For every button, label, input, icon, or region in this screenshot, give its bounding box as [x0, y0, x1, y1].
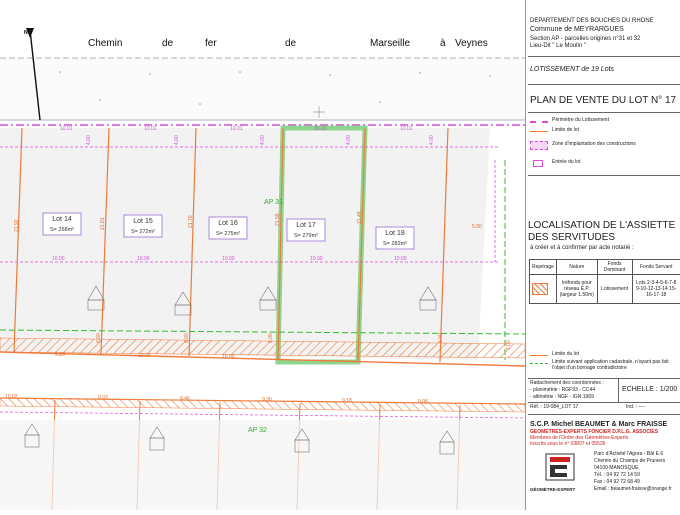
legend-perimeter: Périmètre du Lotissement: [552, 118, 609, 124]
legend-limit: Limite du lot: [552, 352, 579, 358]
firm-line2: Membres de l'Ordre des Géomètres-Experts: [530, 436, 628, 442]
dim-setback-4: 4.00: [86, 135, 92, 145]
dim-top-width: 10.01: [400, 126, 413, 132]
tel: Tél. : 04 92 72 14 59: [594, 473, 640, 479]
dim-top-width: 10.01: [144, 126, 157, 132]
legend-zone: Zone d'implantation des constructions: [552, 142, 636, 148]
legend-cadastral: Limite suivant application cadastrale, n'ayant pas fait l'objet d'un bornage contradictoire: [552, 360, 680, 371]
table-header-row: [530, 260, 680, 275]
dim-top-width: 10.01: [314, 126, 327, 132]
dim-setback-6: 6.00: [438, 333, 444, 343]
dim-front-width: 9.86: [55, 352, 65, 358]
coords-line2: - planimétrie : RGF93 - CC44: [530, 388, 595, 394]
dim-bottom-width: 10.02: [5, 394, 18, 400]
dim-setback-10: 10.00: [310, 256, 323, 262]
servitude-title-1: LOCALISATION DE L'ASSIETTE: [528, 220, 675, 231]
lot-area: S= 275m²: [216, 231, 240, 237]
lieu-dit: Lieu-Dit " Le Moulin ": [530, 43, 586, 50]
dim-depth: 21.70: [188, 215, 194, 228]
dim-setback-10: 10.00: [394, 256, 407, 262]
servitude-title-2: DES SERVITUDES: [528, 232, 615, 243]
dim-bottom-width: 9.93: [98, 395, 108, 401]
legend-entry: Entrée du lot: [552, 160, 580, 166]
lot-number: Lot 15: [133, 218, 153, 225]
dim-setback-4: 4.00: [346, 135, 352, 145]
coords-line3: - altimétrie : NGF - IGN 1969: [530, 395, 594, 401]
lot-area: S= 268m²: [50, 227, 74, 233]
dim-depth: 21.48: [357, 211, 363, 224]
firm-logo-icon: [540, 452, 580, 490]
railway-band: [0, 58, 525, 120]
road-word: fer: [205, 38, 217, 49]
fax: Fax : 04 92 72 68 49: [594, 480, 640, 486]
reference: Réf. : 19-084_LOT 17: [530, 405, 578, 411]
dim-top-width: 10.01: [60, 126, 73, 132]
plan-title: PLAN DE VENTE DU LOT N° 17: [530, 95, 676, 106]
cell-servant: Lots 2-3-4-5-6-7-8 9-10-12-13-14 15-16-17-18: [632, 275, 680, 304]
legend-lot-limit-sample: [530, 131, 548, 132]
road-word: Marseille: [370, 38, 410, 49]
lot-number: Lot 16: [218, 220, 238, 227]
dim-bottom-width: 9.30: [262, 397, 272, 403]
dim-setback-10: 10.00: [52, 256, 65, 262]
lot-number: Lot 17: [296, 222, 316, 229]
th-nature: Nature: [556, 260, 597, 275]
logo-text: GÉOMÈTRE-EXPERT: [530, 488, 575, 493]
address3: 04100 MANOSQUE: [594, 466, 638, 472]
dim-setback-6: 6.00: [268, 333, 274, 343]
parcel-label-ap31: AP 31: [264, 199, 283, 206]
dim-top-width: 10.01: [230, 126, 243, 132]
dim-bottom-width: 9.08: [418, 399, 428, 405]
commune: Commune de MEYRARGUES: [530, 26, 624, 34]
address2: Chemin du Champs de Pruniers: [594, 459, 665, 465]
road-label: [88, 38, 488, 49]
dim-setback-7: 7.00: [506, 340, 512, 350]
subdivision: LOTISSEMENT de 19 Lots: [530, 66, 614, 74]
section: Section AP - parcelles origines n°31 et 32: [530, 36, 640, 43]
lot-number: Lot 14: [52, 216, 72, 223]
dim-front-width: 10.00: [222, 354, 235, 360]
dim-setback-6: 6.00: [184, 333, 190, 343]
parcel-label-ap32: AP 32: [248, 427, 267, 434]
lot-area: S= 272m²: [131, 229, 155, 235]
dim-bottom-width: 9.18: [342, 398, 352, 404]
th-reperage: Repérage: [530, 260, 557, 275]
cell-dominant: Lotissement: [597, 275, 632, 304]
servitude-table: [529, 259, 680, 304]
road-word: de: [285, 38, 297, 49]
legend-lot-limit: Limite de lot: [552, 128, 579, 134]
table-row: [530, 275, 680, 304]
dim-setback-4: 4.00: [174, 135, 180, 145]
firm-line1: GEOMETRES-EXPERTS FONCIER D.P.L.G. ASSOCIES: [530, 430, 658, 436]
address1: Parc d'Activité l'Agora - Bât E.6: [594, 452, 663, 458]
road-word: Chemin: [88, 38, 122, 49]
cell-nature: tréfonds pour réseau E.P. (largeur 1.50m): [556, 275, 597, 304]
dim-setback-5: 5.00: [472, 224, 482, 230]
firm-line3: Inscrits sous le n° 03807 et 05536: [530, 442, 605, 448]
dim-setback-10: 10.00: [137, 256, 150, 262]
dim-setback-4: 4.00: [260, 135, 266, 145]
hatch-swatch: [532, 283, 548, 295]
dim-depth: 21.92: [14, 219, 20, 232]
lots-fill: [0, 128, 490, 360]
legend-perimeter-sample: [530, 121, 548, 123]
road-name: [88, 38, 488, 49]
dim-depth: 21.81: [100, 217, 106, 230]
dim-setback-4: 4.00: [429, 135, 435, 145]
lot-label-box: [209, 217, 247, 239]
legend-zone-sample: [530, 141, 548, 150]
th-servant: Fonds Servant: [632, 260, 680, 275]
th-dominant: Fonds Dominant: [597, 260, 632, 275]
legend-cadastral-sample: [530, 363, 548, 364]
lot-label-box: [43, 213, 81, 235]
indice: Ind. : ----: [626, 405, 645, 411]
north-letter: N: [24, 30, 28, 36]
road-word: Veynes: [455, 38, 488, 49]
legend-entry-icon: [533, 160, 543, 167]
lot-label-box: [287, 219, 325, 241]
lot-number: Lot 18: [385, 230, 405, 237]
dim-depth: 21.59: [275, 213, 281, 226]
title-block: [525, 0, 680, 510]
department: DEPARTEMENT DES BOUCHES DU RHONE: [530, 18, 654, 25]
cell-reperage: [530, 275, 557, 304]
dim-bottom-width: 9.46: [180, 396, 190, 402]
firm-name: S.C.P. Michel BEAUMET & Marc FRAISSE: [530, 421, 667, 429]
lot-area: S= 279m²: [294, 233, 318, 239]
coords-line1: Rattachement des coordonnées :: [530, 381, 604, 387]
lot-label-box: [376, 227, 414, 249]
dim-setback-10: 10.00: [222, 256, 235, 262]
servitude-subtitle: à créer et à confirmer par acte notarié :: [530, 245, 634, 252]
lot-label-box: [124, 215, 162, 237]
legend-limit-sample: [530, 355, 548, 356]
road-word: de: [162, 38, 174, 49]
scale: ECHELLE : 1/200: [622, 386, 677, 394]
dim-front-width: 10.00: [138, 353, 151, 359]
dim-setback-6: 6.00: [96, 333, 102, 343]
email: Email : beaumet-fraisse@orange.fr: [594, 487, 672, 493]
lot-area: S= 282m²: [383, 241, 407, 247]
road-word: à: [440, 38, 446, 49]
